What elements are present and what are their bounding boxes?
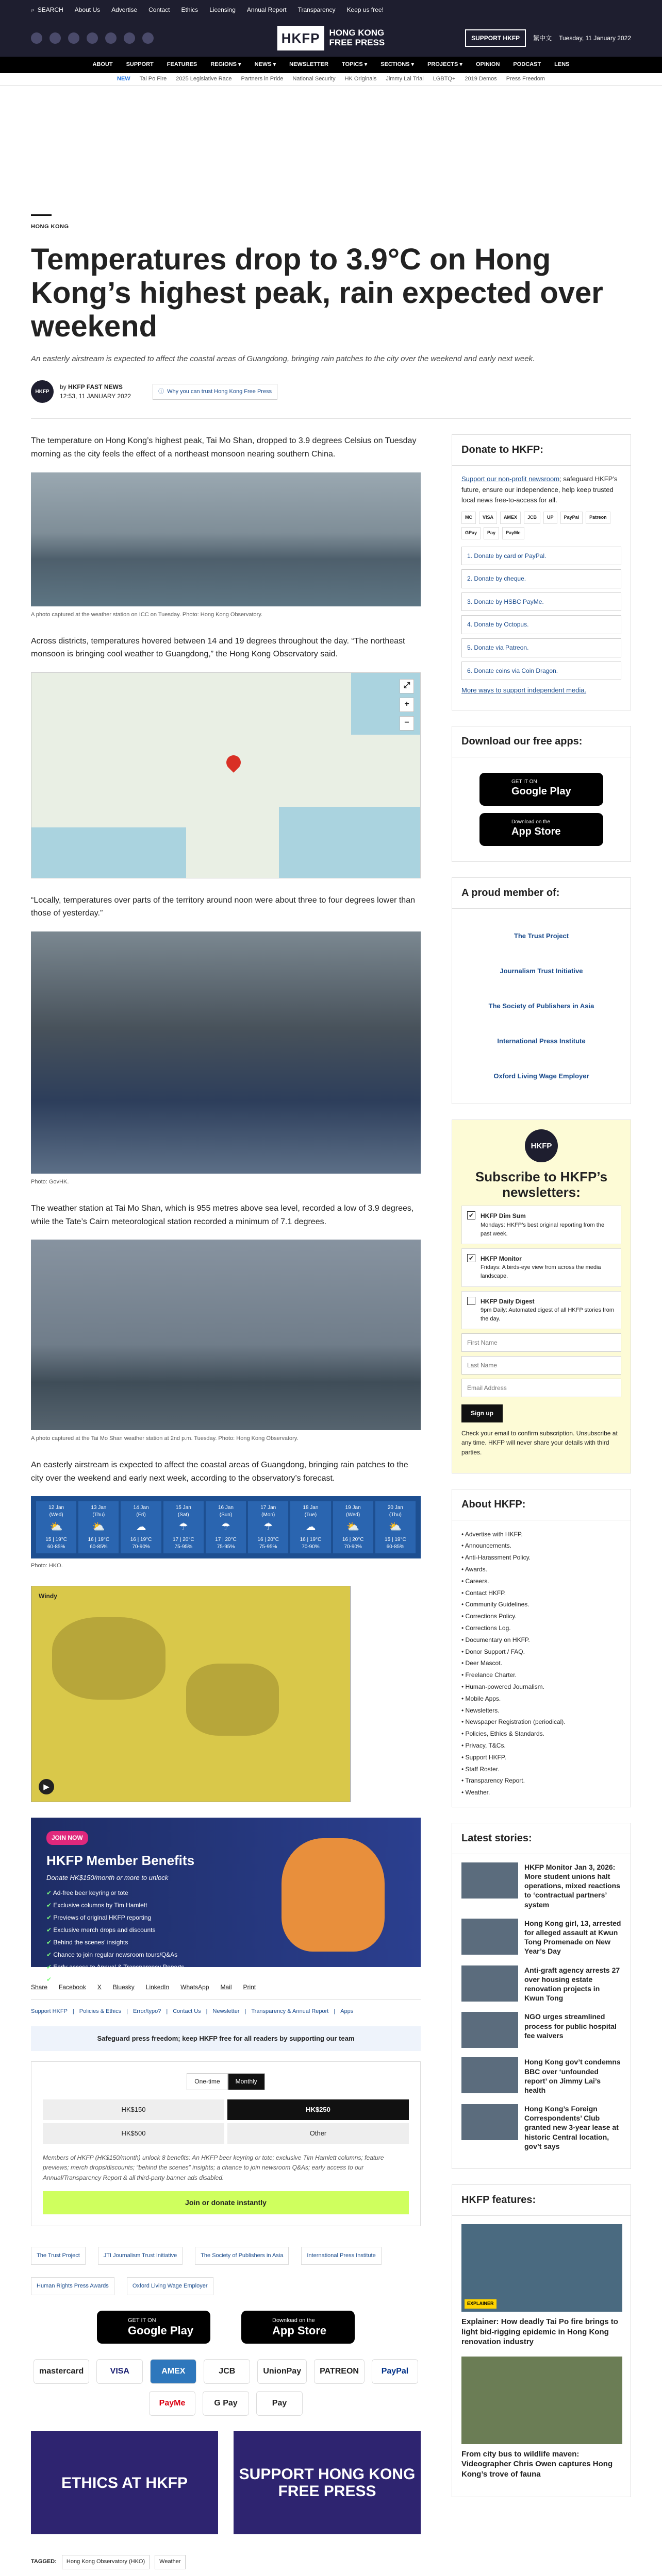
about-link[interactable]: • Advertise with HKFP. xyxy=(461,1529,621,1540)
author-block: by HKFP FAST NEWS 12:53, 11 JANUARY 2022 xyxy=(60,382,131,401)
forecast-day: 18 Jan (Tue) ☁ 16 | 19°C 70-90% xyxy=(290,1501,330,1553)
donate-option[interactable]: 3. Donate by HSBC PayMe. xyxy=(461,592,621,612)
threads-icon[interactable] xyxy=(124,32,135,44)
story-item[interactable]: Hong Kong’s Foreign Correspondents’ Club granted new 3-year lease at historic Central location, gov’t says xyxy=(461,2104,621,2151)
newsletter-option[interactable]: ✔ HKFP Monitor Fridays: A birds-eye view from across the media landscape. xyxy=(461,1248,621,1287)
x-icon[interactable] xyxy=(49,32,61,44)
google-pay-icon[interactable]: G Pay xyxy=(203,2391,249,2416)
unionpay-icon[interactable]: UnionPay xyxy=(257,2359,307,2384)
paragraph: An easterly airstream is expected to affect the coastal areas of Guangdong, bringing rain patches to the city over the weekend and early next week, according to the observatory’s forecast. xyxy=(31,1461,408,1483)
forecast-day: 12 Jan (Wed) ⛅ 15 | 19°C 60-85% xyxy=(36,1501,76,1553)
member-heading: A proud member of: xyxy=(452,878,631,909)
benefits-list: ✔ Ad-free beer keyring or tote ✔ Exclusive columns by Tim Hamlett ✔ Previews of original HKFP reporting ✔ Exclusive merch drops and discounts ✔ Behind the scenes’ insights ✔ Chance to join regular newsroom tours/Q&As ✔ Early access to Annual & Transparency Reports ✔ All third-party banner ads disabled xyxy=(46,1887,405,1986)
about-link[interactable]: • Documentary on HKFP. xyxy=(461,1634,621,1646)
link-error[interactable]: Error/typo? xyxy=(133,2008,161,2015)
link-apps[interactable]: Apps xyxy=(340,2008,354,2015)
tags xyxy=(31,2555,421,2569)
payme-icon[interactable]: PayMe xyxy=(149,2391,195,2416)
apps-box xyxy=(452,726,631,862)
share-label: Share xyxy=(31,1984,48,1991)
donate-option[interactable]: 2. Donate by cheque. xyxy=(461,569,621,588)
rain-icon: ☂ xyxy=(263,1521,273,1533)
about-link[interactable]: • Newsletters. xyxy=(461,1705,621,1717)
about-link[interactable]: • Announcements. xyxy=(461,1540,621,1552)
member-of-box xyxy=(452,877,631,1104)
story-item[interactable]: HKFP Monitor Jan 3, 2026: More student unions halt operations, mixed reactions to ‘contractual partners’ system xyxy=(461,1862,621,1909)
topbar-link-licensing[interactable]: Licensing xyxy=(209,6,236,13)
about-link[interactable]: • Corrections Log. xyxy=(461,1622,621,1634)
nav-support[interactable]: SUPPORT xyxy=(126,61,154,68)
story-thumbnail xyxy=(461,1919,518,1955)
feature-image[interactable] xyxy=(461,2224,622,2312)
article-kicker[interactable]: HONG KONG xyxy=(31,224,69,230)
ethics-promo[interactable]: ETHICS AT HKFP xyxy=(31,2431,218,2534)
trending-item[interactable]: 2019 Demos xyxy=(465,75,497,82)
caption: Photo: GovHK. xyxy=(31,1178,69,1185)
rain-icon: ☂ xyxy=(221,1521,230,1533)
forecast-day: 15 Jan (Sat) ☂ 17 | 20°C 75-95% xyxy=(163,1501,204,1553)
latest-stories-box xyxy=(452,1823,631,2169)
topbar-link-keep-free[interactable]: Keep us free! xyxy=(346,6,384,13)
forecast-day: 20 Jan (Thu) ⛅ 15 | 19°C 60-85% xyxy=(375,1501,416,1553)
donate-option[interactable]: 4. Donate by Octopus. xyxy=(461,615,621,634)
about-box xyxy=(452,1489,631,1807)
nav-regions[interactable]: REGIONS ▾ xyxy=(210,61,241,68)
story-item[interactable]: NGO urges streamlined process for public hospital fee waivers xyxy=(461,2012,621,2048)
kicker-rule xyxy=(31,214,52,216)
social-icons xyxy=(31,32,154,44)
support-newsroom-link[interactable]: Support our non-profit newsroom xyxy=(461,475,560,483)
about-heading: About HKFP: xyxy=(452,1489,631,1520)
trending-item[interactable]: 2025 Legislative Race xyxy=(176,75,232,82)
partner-logo[interactable]: Oxford Living Wage Employer xyxy=(127,2277,213,2295)
member-logo[interactable]: International Press Institute xyxy=(497,1037,586,1045)
store-buttons xyxy=(31,2311,421,2344)
brand-row xyxy=(0,20,662,57)
link-policies[interactable]: Policies & Ethics xyxy=(79,2008,122,2015)
byline xyxy=(31,380,631,403)
about-link[interactable]: • Mobile Apps. xyxy=(461,1693,621,1705)
app-store-button[interactable]: Download on the App Store xyxy=(241,2311,355,2344)
amount-option[interactable]: HK$500 xyxy=(43,2123,224,2144)
join-now-pill[interactable]: JOIN NOW xyxy=(46,1831,88,1845)
cloud-sun-icon: ⛅ xyxy=(92,1521,105,1533)
latest-heading: Latest stories: xyxy=(452,1823,631,1854)
paypal-icon[interactable]: PayPal xyxy=(372,2359,418,2384)
about-link[interactable]: • Contact HKFP. xyxy=(461,1587,621,1599)
trending-bar xyxy=(0,73,662,86)
facebook-icon[interactable] xyxy=(31,32,42,44)
app-store-button[interactable]: Download on the App Store xyxy=(479,813,603,846)
trending-item[interactable]: Partners in Pride xyxy=(241,75,284,82)
story-thumbnail xyxy=(461,1862,518,1899)
signup-button[interactable]: Sign up xyxy=(461,1404,503,1422)
first-name-field[interactable] xyxy=(461,1333,621,1352)
newsletter-signup xyxy=(452,1120,631,1473)
about-link[interactable]: • Careers. xyxy=(461,1575,621,1587)
caption: Photo: HKO. xyxy=(31,1563,63,1569)
top-bar xyxy=(0,0,662,20)
checkbox[interactable]: ✔ xyxy=(467,1254,475,1262)
one-time-tab[interactable]: One-time xyxy=(187,2073,227,2090)
nav-opinion[interactable]: OPINION xyxy=(475,61,500,68)
donate-option[interactable]: 1. Donate by card or PayPal. xyxy=(461,547,621,566)
apple-pay-icon[interactable]: Pay xyxy=(256,2391,303,2416)
caption: A photo captured at the weather station on ICC on Tuesday. Photo: Hong Kong Observatory. xyxy=(31,611,263,618)
topbar-link-about[interactable]: About Us xyxy=(74,6,101,13)
about-link[interactable]: • Community Guidelines. xyxy=(461,1599,621,1611)
support-hkfp-button[interactable]: SUPPORT HKFP xyxy=(465,29,526,47)
zoom-in-button[interactable]: + xyxy=(400,698,414,712)
partner-logo[interactable]: JTI Journalism Trust Initiative xyxy=(98,2247,183,2265)
forecast-day: 16 Jan (Sun) ☂ 17 | 20°C 75-95% xyxy=(206,1501,246,1553)
cloud-sun-icon: ⛅ xyxy=(346,1521,360,1533)
topbar-link-transparency[interactable]: Transparency xyxy=(297,6,336,13)
about-link[interactable]: • Human-powered Journalism. xyxy=(461,1681,621,1693)
youtube-icon[interactable] xyxy=(87,32,98,44)
cloud-sun-icon: ⛅ xyxy=(389,1521,402,1533)
link-contact[interactable]: Contact Us xyxy=(173,2008,201,2015)
nav-podcast[interactable]: PODCAST xyxy=(513,61,541,68)
about-link[interactable]: • Privacy, T&Cs. xyxy=(461,1740,621,1752)
forecast-day: 13 Jan (Thu) ⛅ 16 | 19°C 60-85% xyxy=(78,1501,119,1553)
location-pin-icon xyxy=(223,752,244,773)
trending-item[interactable]: National Security xyxy=(292,75,336,82)
search-link[interactable]: ⌕ SEARCH xyxy=(31,5,63,15)
amount-option[interactable]: HK$250 xyxy=(227,2099,409,2120)
site-logo[interactable] xyxy=(277,26,385,50)
article-title: Temperatures drop to 3.9°C on Hong Kong’s highest peak, rain expected over weekend xyxy=(31,243,603,344)
photo-icc[interactable] xyxy=(31,472,421,606)
current-date: Tuesday, 11 January 2022 xyxy=(559,34,631,42)
patreon-icon[interactable]: PATREON xyxy=(314,2359,365,2384)
google-play-button[interactable]: GET IT ON Google Play xyxy=(97,2311,210,2344)
windy-label: Windy xyxy=(39,1592,57,1600)
play-icon[interactable]: ▶ xyxy=(39,1779,54,1794)
nav-about[interactable]: ABOUT xyxy=(92,61,113,68)
article-body xyxy=(31,434,421,2576)
topbar-link-ethics[interactable]: Ethics xyxy=(181,6,198,13)
benefits-subtitle: Donate HK$150/month or more to unlock xyxy=(46,1874,169,1882)
about-link[interactable]: • Deer Mascot. xyxy=(461,1657,621,1669)
story-item[interactable]: Hong Kong gov’t condemns BBC over ‘unfounded report’ on Jimmy Lai’s health xyxy=(461,2057,621,2095)
linkedin-icon[interactable] xyxy=(105,32,117,44)
nav-topics[interactable]: TOPICS ▾ xyxy=(341,61,368,68)
hkfp-logo: HKFP xyxy=(525,1129,558,1162)
language-switch[interactable]: 繁中文 xyxy=(533,34,552,42)
about-list xyxy=(461,1529,621,1799)
location-map[interactable] xyxy=(31,672,421,878)
telegram-icon[interactable] xyxy=(142,32,154,44)
story-thumbnail xyxy=(461,2057,518,2093)
features-heading: HKFP features: xyxy=(452,2185,631,2216)
about-link[interactable]: • Policies, Ethics & Standards. xyxy=(461,1728,621,1740)
about-link[interactable]: • Newspaper Registration (periodical). xyxy=(461,1716,621,1728)
benefits-title: HKFP Member Benefits xyxy=(46,1853,195,1869)
share-print[interactable]: Print xyxy=(243,1984,256,1991)
partner-logo[interactable]: Human Rights Press Awards xyxy=(31,2277,114,2295)
photo-tai-mo-shan[interactable] xyxy=(31,1240,421,1430)
paragraph: Across districts, temperatures hovered between 14 and 19 degrees throughout the day. “The northeast monsoon is bringing cool weather to Guangdong,” the Hong Kong Observatory said. xyxy=(31,636,405,659)
safeguard-banner[interactable]: Safeguard press freedom; keep HKFP free for all readers by supporting our team xyxy=(31,2026,421,2051)
footer-links: Support HKFP | Policies & Ethics | Error/typo? | Contact Us | Newsletter | Transparency & Annual Report | Apps xyxy=(31,2007,421,2016)
visa-icon[interactable]: VISA xyxy=(96,2359,143,2384)
donate-option[interactable]: 6. Donate coins via Coin Dragon. xyxy=(461,662,621,681)
donate-option[interactable]: 5. Donate via Patreon. xyxy=(461,638,621,657)
share-bluesky[interactable]: Bluesky xyxy=(112,1984,135,1991)
forecast-day: 17 Jan (Mon) ☂ 16 | 20°C 75-95% xyxy=(248,1501,288,1553)
support-promo[interactable]: SUPPORT HONG KONG FREE PRESS xyxy=(234,2431,421,2534)
share-whatsapp[interactable]: WhatsApp xyxy=(180,1984,209,1991)
nav-projects[interactable]: PROJECTS ▾ xyxy=(427,61,462,68)
checkbox[interactable]: ✔ xyxy=(467,1211,475,1219)
windy-map[interactable] xyxy=(31,1586,351,1802)
about-link[interactable]: • Anti-Harassment Policy. xyxy=(461,1552,621,1564)
topbar-link-annual-report[interactable]: Annual Report xyxy=(246,6,287,13)
instagram-icon[interactable] xyxy=(68,32,79,44)
member-benefits-banner[interactable] xyxy=(31,1818,421,1983)
search-icon: ⌕ xyxy=(31,6,35,13)
story-item[interactable]: Hong Kong girl, 13, arrested for alleged assault at Kwun Tong Promenade on New Year’s Day xyxy=(461,1919,621,1956)
apps-heading: Download our free apps: xyxy=(452,726,631,757)
member-logo[interactable]: The Society of Publishers in Asia xyxy=(488,1002,594,1010)
jcb-icon[interactable]: JCB xyxy=(204,2359,250,2384)
trending-item[interactable]: HK Originals xyxy=(344,75,377,82)
main-nav xyxy=(0,57,662,73)
donate-widget xyxy=(31,2061,421,2226)
frequency-toggle xyxy=(43,2073,409,2090)
monthly-tab[interactable]: Monthly xyxy=(228,2073,265,2090)
more-ways-link[interactable]: More ways to support independent media. xyxy=(461,686,587,694)
article-dek: An easterly airstream is expected to affect the coastal areas of Guangdong, bringing rain patches to the city over the weekend and early next week. xyxy=(31,354,535,364)
last-name-field[interactable] xyxy=(461,1356,621,1375)
payment-icons xyxy=(31,2359,421,2416)
feature-image[interactable] xyxy=(461,2357,622,2444)
share-linkedin[interactable]: LinkedIn xyxy=(145,1984,170,1991)
amount-option[interactable]: HK$150 xyxy=(43,2099,224,2120)
nav-features[interactable]: FEATURES xyxy=(167,61,197,68)
fullscreen-icon[interactable]: ⤢ xyxy=(400,679,414,693)
map-controls xyxy=(400,679,414,731)
partner-logo[interactable]: The Trust Project xyxy=(31,2247,86,2265)
promo-banners xyxy=(31,2431,421,2534)
tag[interactable]: Hong Kong Observatory (HKO) xyxy=(62,2555,150,2569)
paragraph: The weather station at Tai Mo Shan, which is 955 metres above sea level, recorded a low of 3.9 degrees, while the Tate’s Cairn meteorological station recorded a minimum of 7.1 degrees. xyxy=(31,1204,414,1226)
story-thumbnail xyxy=(461,2012,518,2048)
about-link[interactable]: • Weather. xyxy=(461,1787,621,1799)
nav-newsletter[interactable]: NEWSLETTER xyxy=(289,61,328,68)
share-mail[interactable]: Mail xyxy=(220,1984,232,1991)
cloud-icon: ☁ xyxy=(305,1521,316,1533)
amex-icon[interactable]: AMEX xyxy=(150,2359,196,2384)
donate-heading: Donate to HKFP: xyxy=(452,435,631,466)
explainer-tag: EXPLAINER xyxy=(465,2299,496,2309)
logo-box: HKFP xyxy=(277,26,324,50)
about-link[interactable]: • Transparency Report. xyxy=(461,1775,621,1787)
about-link[interactable]: • Donor Support / FAQ. xyxy=(461,1646,621,1658)
link-support[interactable]: Support HKFP xyxy=(31,2008,68,2015)
newsletter-option[interactable]: ✔ HKFP Dim Sum Mondays: HKFP’s best original reporting from the past week. xyxy=(461,1206,621,1244)
author-name[interactable]: HKFP FAST NEWS xyxy=(68,383,123,391)
link-newsletter[interactable]: Newsletter xyxy=(212,2008,240,2015)
photo-people[interactable] xyxy=(31,931,421,1174)
nav-sections[interactable]: SECTIONS ▾ xyxy=(380,61,415,68)
mastercard-icon[interactable]: mastercard xyxy=(34,2359,89,2384)
caption: A photo captured at the Tai Mo Shan weather station at 2nd p.m. Tuesday. Photo: Hong Kong Observatory. xyxy=(31,1435,299,1442)
share-bar xyxy=(31,1982,421,2000)
about-link[interactable]: • Awards. xyxy=(461,1564,621,1575)
info-icon: ⓘ xyxy=(158,388,164,395)
story-thumbnail xyxy=(461,1965,518,2002)
zoom-out-button[interactable]: − xyxy=(400,716,414,731)
member-logo[interactable]: Oxford Living Wage Employer xyxy=(493,1072,589,1080)
amount-options xyxy=(43,2099,409,2144)
donate-description: Members of HKFP (HK$150/month) unlock 8 benefits: An HKFP beer keyring or tote; exclusive Tim Hamlett columns; feature previews; merch drops/discounts; “behind the scenes” insights; a chance to join newsroom Q&As; early access to our Annual/Transparency Report & all third-party banner ads disabled. xyxy=(43,2154,384,2181)
email-field[interactable] xyxy=(461,1379,621,1397)
member-logo[interactable]: The Trust Project xyxy=(514,932,569,940)
partner-logos xyxy=(31,2247,421,2295)
forecast-day: 14 Jan (Fri) ☁ 16 | 19°C 70-90% xyxy=(121,1501,161,1553)
payment-logos: MC VISA AMEX JCB UP PayPal Patreon GPay Pay PayMe xyxy=(461,512,621,539)
partner-logo[interactable]: The Society of Publishers in Asia xyxy=(195,2247,289,2265)
tags-label: TAGGED: xyxy=(31,2558,57,2565)
topbar-link-contact[interactable]: Contact xyxy=(148,6,170,13)
about-link[interactable]: • Staff Roster. xyxy=(461,1764,621,1775)
story-thumbnail xyxy=(461,2104,518,2140)
trending-item[interactable]: Jimmy Lai Trial xyxy=(386,75,424,82)
sidebar xyxy=(452,434,631,2576)
rain-icon: ☂ xyxy=(178,1521,188,1533)
publish-date: 12:53, 11 JANUARY 2022 xyxy=(60,393,131,400)
partner-logo[interactable]: International Press Institute xyxy=(301,2247,381,2265)
trending-item[interactable]: LGBTQ+ xyxy=(433,75,456,82)
cloud-sun-icon: ⛅ xyxy=(49,1521,63,1533)
google-play-button[interactable]: GET IT ON Google Play xyxy=(479,773,603,806)
newsletter-option[interactable]: HKFP Daily Digest 9pm Daily: Automated digest of all HKFP stories from the day. xyxy=(461,1291,621,1330)
brand-right xyxy=(465,29,631,47)
nav-news[interactable]: NEWS ▾ xyxy=(254,61,276,68)
nav-lens[interactable]: LENS xyxy=(554,61,570,68)
trending-item[interactable]: Tai Po Fire xyxy=(139,75,167,82)
deer-mascot-icon xyxy=(282,1838,385,1952)
link-transparency[interactable]: Transparency & Annual Report xyxy=(251,2008,329,2015)
subscribe-note: Check your email to confirm subscription. Unsubscribe at any time. HKFP will never share your details with third parties. xyxy=(461,1429,618,1456)
tag[interactable]: Weather xyxy=(155,2555,185,2569)
donate-box: Donate to HKFP: Support our non-profit newsroom; safeguard HKFP’s future, ensure our independence, help keep trusted local news free-to-access for all. MC VISA AMEX JCB UP PayPal Patreon GPay Pay PayMe 1. Donate by card or PayPal. 2. Donate by cheque. 3. Donate by HSBC PayMe. 4. Donate by Octopus. 5. Donate via Patreon. 6. Donate coins via Coin Dragon. More ways to support independent media. xyxy=(452,434,631,710)
nine-day-forecast xyxy=(31,1496,421,1558)
checkbox[interactable] xyxy=(467,1297,475,1305)
trending-item[interactable]: Press Freedom xyxy=(506,75,545,82)
forecast-day: 19 Jan (Wed) ⛅ 16 | 20°C 70-90% xyxy=(333,1501,373,1553)
divider xyxy=(31,418,631,419)
about-link[interactable]: • Freelance Charter. xyxy=(461,1669,621,1681)
features-box xyxy=(452,2184,631,2497)
author-avatar: HKFP xyxy=(31,380,54,403)
share-facebook[interactable]: Facebook xyxy=(59,1984,86,1991)
amount-option[interactable]: Other xyxy=(227,2123,409,2144)
member-logo[interactable]: Journalism Trust Initiative xyxy=(500,967,583,975)
feature-title[interactable]: From city bus to wildlife maven: Videographer Chris Owen captures Hong Kong’s trove of fauna xyxy=(461,2449,613,2479)
feature-title[interactable]: Explainer: How deadly Tai Po fire brings to light bid-rigging epidemic in Hong Kong renovation industry xyxy=(461,2317,618,2347)
about-link[interactable]: • Support HKFP. xyxy=(461,1752,621,1764)
share-x[interactable]: X xyxy=(97,1984,102,1991)
subscribe-title: Subscribe to HKFP’s newsletters: xyxy=(475,1169,608,1200)
logo-text: HONG KONG FREE PRESS xyxy=(329,28,385,47)
trending-label: NEW xyxy=(117,75,130,82)
about-link[interactable]: • Corrections Policy. xyxy=(461,1611,621,1622)
paragraph: The temperature on Hong Kong’s highest peak, Tai Mo Shan, dropped to 3.9 degrees Celsius on Tuesday morning as the city feels the effect of a northeast monsoon nearing southern China. xyxy=(31,436,417,459)
trust-link[interactable]: ⓘ Why you can trust Hong Kong Free Press xyxy=(153,384,277,400)
story-item[interactable]: Anti-graft agency arrests 27 over housing estate renovation projects in Kwun Tong xyxy=(461,1965,621,2003)
cloud-icon: ☁ xyxy=(136,1521,146,1533)
paragraph: “Locally, temperatures over parts of the territory around noon were about three to four degrees lower than those of yesterday.” xyxy=(31,895,415,918)
topbar-link-advertise[interactable]: Advertise xyxy=(111,6,138,13)
join-donate-button[interactable]: Join or donate instantly xyxy=(43,2191,409,2215)
